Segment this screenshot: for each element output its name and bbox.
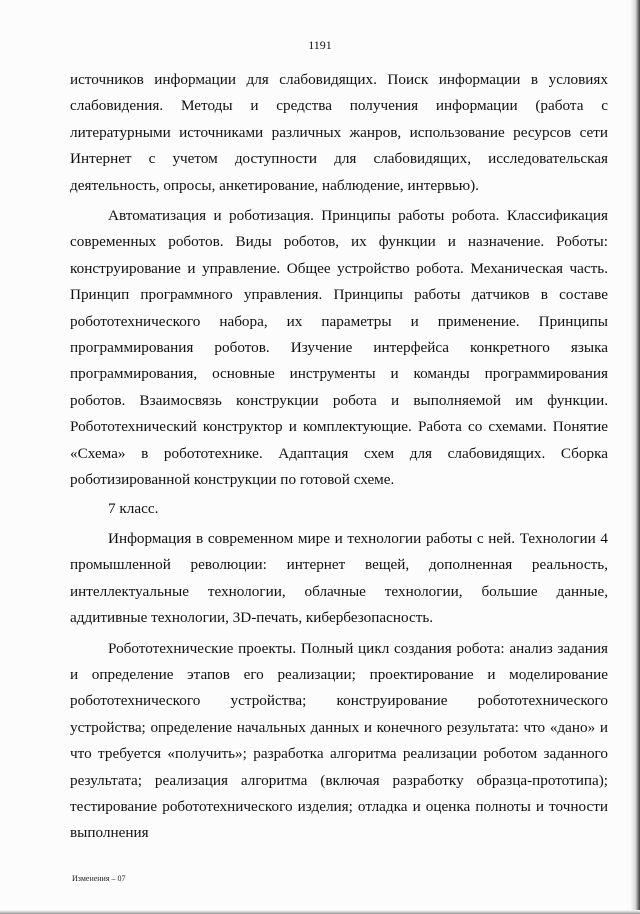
- scan-edge-right: [630, 0, 640, 914]
- footer-revision-note: Изменения – 07: [72, 874, 126, 883]
- paragraph-robotics-projects: Робототехнические проекты. Полный цикл создания робота: анализ задания и определение этапов его реализации; проектирование и моделирование робототехнического устройства; конструирование робототехнического устройства; определение начальных данных и конечного результата: что «дано» и что требуется «получить»; разработка алгоритма реализации роботом заданного результата; реализация алгоритма (включая разработку образца-прототипа); тестирование робототехнического изделия; отладка и оценка полноты и точности выполнения: [70, 639, 608, 842]
- grade-heading: 7 класс.: [108, 499, 159, 517]
- paragraph-automation-robotics: Автоматизация и роботизация. Принципы работы робота. Классификация современных роботов. Виды роботов, их функции и назначение. Роботы: конструирование и управление. Общее устройство робота. Механическая часть. Принцип программного управления. Принципы работы датчиков в составе робототехнического набора, их параметры и применение. Принципы программирования роботов. Изучение интерфейса конкретного языка программирования, основные инструменты и команды программирования роботов. Взаимосвязь конструкции робота и выполняемой им функции. Робототехнический конструктор и комплектующие. Работа со схемами. Понятие «Схема» в робототехнике. Адаптация схем для слабовидящих. Сборка роботизированной конструкции по готовой схеме.: [70, 207, 608, 489]
- page-number: 1191: [308, 38, 332, 52]
- page-body: [70, 67, 608, 847]
- paragraph-info-sources: источников информации для слабовидящих. Поиск информации в условиях слабовидения. Методы и средства получения информации (работа с литературными источниками различных жанров, использование ресурсов сети Интернет с учетом доступности для слабовидящих, исследовательская деятельность, опросы, анкетирование, наблюдение, интервью).: [70, 71, 608, 194]
- paragraph-information-technologies: Информация в современном мире и технологии работы с ней. Технологии 4 промышленной революции: интернет вещей, дополненная реальность, интеллектуальные технологии, облачные технологии, большие данные, аддитивные технологии, 3D-печать, кибербезопасность.: [70, 529, 608, 627]
- scan-edge-bottom: [0, 910, 640, 914]
